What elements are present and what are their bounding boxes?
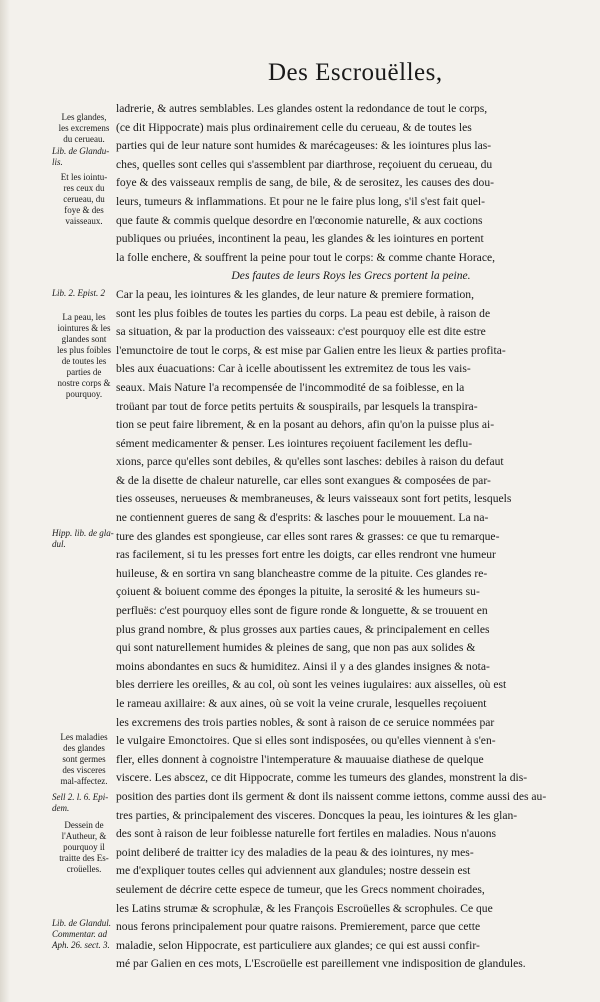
text-line: seaux. Mais Nature l'a recompensée de l'incommodité de sa foiblesse, en la [116,380,465,394]
text-line: tion se peut faire librement, & en la posant au dehors, afin qu'on la puisse plus ai- [116,418,495,432]
text-line: çoiuent & boiuent comme des éponges la pituite, la serosité & les humeurs su- [116,585,480,599]
text-line: les Latins strumæ & scrophulæ, & les François Escroüelles & scrophules. Ce que [116,901,493,915]
text-line: ras facilement, si tu les presses fort entre les doigts, car elles rendront vne humeur [116,548,496,562]
margin-note [52,820,116,875]
text-line: fler, elles donnent à cognoistre l'intemperature & mauuaise diathese de quelque [116,752,484,766]
margin-note [52,112,116,145]
text-line: des sont à raison de leur foiblesse naturelle fort fertiles en maladies. Nous n'auons [116,827,497,841]
text-line: le rameau axillaire: & aux aines, où se voit la veine crurale, lesquelles reçoiuent [116,697,487,710]
margin-note-line: Et les iointu- [60,172,108,182]
margin-note [52,146,116,168]
text-line: position des parties dont ils germent & dont ils naissent comme iettons, comme aussi des au- [116,789,547,803]
margin-note-line: mal-affectez. [60,776,108,786]
text-line: publiques ou priuées, incontinent la peau, les glandes & les iointures en portent [116,232,484,246]
margin-note-line: Aph. 26. sect. 3. [52,940,110,950]
margin-note-line: l'Autheur, & [61,831,107,841]
margin-note-line: nostre corps & [57,378,111,388]
margin-note-line: Hipp. lib. de gla- [52,528,114,538]
text-line: mé par Galien en ces mots, L'Escroüelle est pareillement vne indisposition de glandules. [116,957,526,971]
margin-note-line: les plus foibles [57,345,111,355]
margin-note-line: parties de [66,367,102,377]
text-line: xions, parce qu'elles sont debiles, & qu'elles sont lasches: debiles à raison du defaut [116,455,504,469]
margin-note-line: cerueau, du [63,194,105,204]
text-line: tres parties, & principalement des visceres. Doncques la peau, les iointures & les glan- [116,808,518,822]
page-header: Des Escrouëlles, [268,59,443,86]
text-line: Car la peau, les iointures & les glandes, de leur nature & premiere formation, [116,287,474,301]
text-line: (ce dit Hippocrate) mais plus ordinairement celle du cerueau, & de toutes les [116,120,472,134]
margin-note-line: Sell 2. l. 6. Epi- [52,792,109,802]
margin-note-line: vaisseaux. [65,216,103,226]
text-line: sa situation, & par la production des vaisseaux: c'est pourquoy elle est dite estre [116,325,486,339]
margin-note-line: La peau, les [62,312,106,322]
text-line: point deliberé de traitter icy des maladies de la peau & des iointures, ny mes- [116,845,474,859]
margin-note-line: lis. [52,157,63,167]
margin-note-line: Les glandes, [61,112,107,122]
margin-note-line: croüelles. [66,864,102,874]
text-line: qui sont naturellement humides & pleines de sang, que non pas aux solides & [116,641,476,655]
margin-note-line: du cerueau. [63,134,105,144]
margin-note-line: les excremens [58,123,110,133]
margin-note-line: Dessein de [64,820,104,830]
margin-note [52,732,116,787]
text-line: perfluës: c'est pourquoy elles sont de figure ronde & longuette, & se trouuent en [116,604,488,618]
text-line: bles aux éuacuations: Car à icelle aboutissent les extremitez de tous les vais- [116,362,471,376]
margin-note-line: sont germes [62,754,106,764]
text-line: ties osseuses, nerueuses & membraneuses, & leurs vaisseaux sont fort petits, lesquels [116,492,512,506]
text-line: huileuse, & en sortira vn sang blancheastre comme de la pituite. Ces glandes re- [116,566,488,580]
text-line: ladrerie, & autres semblables. Les glandes ostent la redondance de tout le corps, [116,102,488,115]
text-line: maladie, selon Hippocrate, est particuliere aux glandes; ce qui est aussi confir- [116,938,480,952]
margin-note-line: glandes sont [61,334,107,344]
text-line: la folle enchere, & souffrent la peine pour tout le corps: & comme chante Horace, [116,250,496,264]
text-line: sont les plus foibles de toutes les parties du corps. La peau est debile, à raison de [116,306,491,320]
text-line: sément medicamenter & penser. Les iointures reçoiuent facilement les deflu- [116,436,473,450]
text-line: troüant par tout de force petits pertuits & souspirails, par lesquels la transpira- [116,399,478,413]
margin-note [52,528,116,550]
text-line: le vulgaire Emonctoires. Que si elles sont indisposées, ou qu'elles viennent à s'en- [116,734,496,748]
margin-note-line: dul. [52,539,66,549]
margin-note [52,792,116,814]
text-line: que faute & commis quelque desordre en l'œconomie naturelle, & aux coctions [116,213,483,227]
margin-note [52,172,116,227]
margin-note-line: Les maladies [60,732,108,742]
margin-note-line: Lib. 2. Epist. 2 [52,288,106,298]
text-line: seulement de décrire cette espece de tumeur, que les Grecs nomment choirades, [116,882,485,896]
text-line: bles derriere les oreilles, & au col, où sont les veines iugulaires: aux aisselles, où est [116,678,507,692]
text-line: ture des glandes est spongieuse, car elles sont rares & grasses: ce que tu remarque- [116,529,500,543]
text-line: plus grand nombre, & plus grosses aux parties caues, & principalement en celles [116,622,490,636]
margin-note-line: res ceux du [63,183,105,193]
margin-note [52,288,116,299]
text-line: leurs, tumeurs & inflammations. Et pour ne le faire plus long, s'il s'est fait quel- [116,194,485,208]
text-line: foye & des vaisseaux remplis de sang, de bile, & de serositez, les causes des dou- [116,176,494,190]
text-line: ne contiennent gueres de sang & d'esprits: & lasches pour le mouuement. La na- [116,511,489,525]
margin-note-line: pourquoy. [65,389,103,399]
margin-note-line: Lib. de Glandul. [52,918,112,928]
margin-note-line: Commentar. ad [52,929,108,939]
margin-note-line: iointures & les [57,323,111,333]
text-line: parties qui de leur nature sont humides & marécageuses: & les iointures plus las- [116,139,492,153]
quotation-line: Des fautes de leurs Roys les Grecs portent la peine. [231,269,471,283]
text-line: moins abondantes en sucs & humiditez. Ainsi il y a des glandes insignes & nota- [116,659,490,673]
margin-note [52,312,116,400]
text-line: me d'expliquer toutes celles qui adviennent aux glandules; nostre dessein est [116,864,471,878]
text-line: viscere. Les abscez, ce dit Hippocrate, comme les tumeurs des glandes, monstrent la dis- [116,771,528,785]
margin-note-line: foye & des [64,205,104,215]
text-line: ches, quelles sont celles qui s'assemblent par diarthrose, reçoiuent du cerueau, du [116,157,493,171]
margin-note-line: de toutes les [61,356,107,366]
margin-note-line: des glandes [63,743,105,753]
margin-note-line: Lib. de Glandu- [52,146,110,156]
margin-notes [0,0,116,1002]
text-line: nous ferons principalement pour quatre raisons. Premierement, parce que cette [116,920,481,934]
text-line: & de la disette de chaleur naturelle, car elles sont exangues & composées de par- [116,473,491,487]
body-text [116,100,586,974]
text-line: les excremens des trois parties nobles, & sont à raison de ce seruice nommées par [116,715,495,729]
text-line: l'emunctoire de tout le corps, & est mise par Galien entre les lieux & parties profita- [116,343,506,357]
margin-note [52,918,116,951]
margin-note-line: traitte des Es- [59,853,109,863]
margin-note-line: dem. [52,803,70,813]
margin-note-line: des visceres [62,765,106,775]
margin-note-line: pourquoy il [63,842,105,852]
